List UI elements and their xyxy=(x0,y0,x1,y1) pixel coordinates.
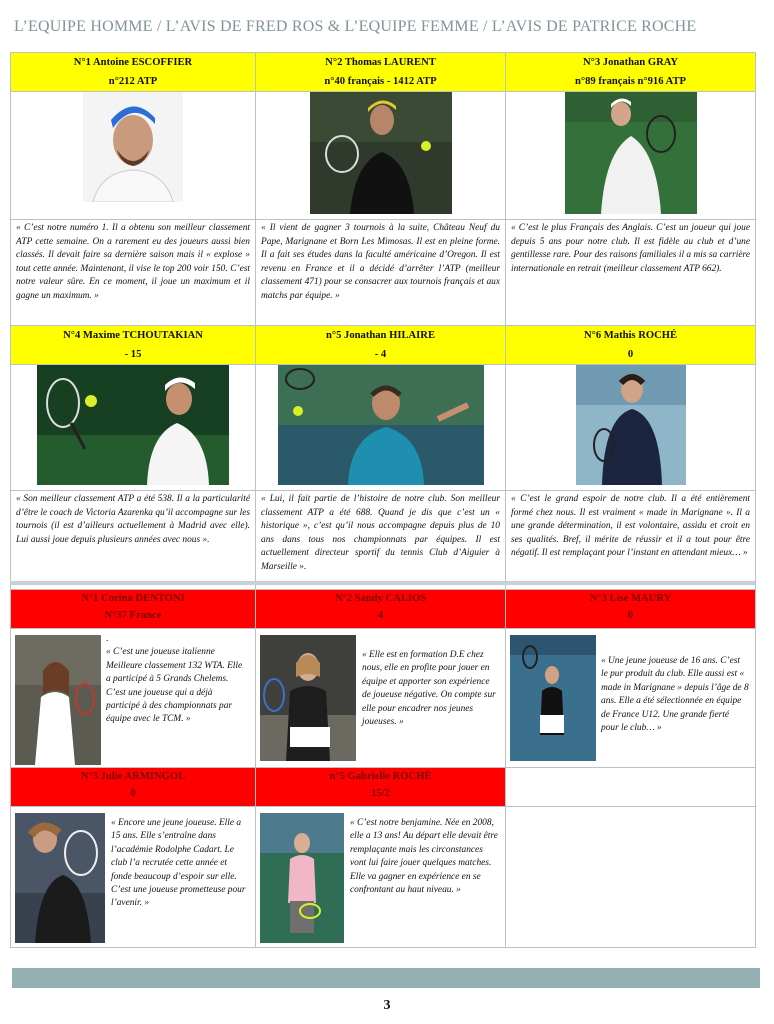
player-rank: 0 xyxy=(627,349,634,360)
player-card xyxy=(256,807,506,948)
men-team-table xyxy=(10,52,756,597)
player-photo-cell xyxy=(11,92,256,220)
player-card xyxy=(256,629,506,768)
page-header-title: L’EQUIPE HOMME / L’AVIS DE FRED ROS & L’EQUIPE FEMME / L’AVIS DE PATRICE ROCHE xyxy=(14,18,697,35)
player-comment: « C’est notre numéro 1. Il a obtenu son meilleur classement ATP cette semaine. On a rarement eu des joueurs aussi bien classés. Il devait faire sa dernière saison mais il « explose » tout cette année. Maintenant, il vise le top 200 voir 150. C’est notre valeur sûre. En ce moment, il joue un maximum et il gagne un maximum. » xyxy=(11,220,256,326)
player-comment: « Elle est en formation D.E chez nous, elle en profite pour jouer en équipe et apporter son expérience de joueuse négative. On compte sur elle pour encadrer nos jeunes joueuses. » xyxy=(362,650,496,728)
player-rank: 0 xyxy=(130,788,136,799)
player-comment: « Encore une jeune joueuse. Elle a 15 ans. Elle s’entraîne dans l’académie Rodolphe Cadart. Le club l’a recrutée cette année et fonde beaucoup d’espoir sur elle. C’est une joueuse prometteuse pour l’avenir. » xyxy=(111,818,246,909)
player-name: N°1 Corina DENTONI xyxy=(81,593,185,604)
player-header xyxy=(506,326,756,365)
empty-cell xyxy=(506,768,756,807)
player-name: N°2 Sandy CALIOS xyxy=(334,593,427,604)
empty-cell xyxy=(506,807,756,948)
player-photo xyxy=(260,813,344,943)
stray-dot: . xyxy=(106,634,109,644)
men-photo-row-1 xyxy=(11,92,756,220)
player-header xyxy=(256,768,506,807)
player-rank: n°212 ATP xyxy=(108,76,158,87)
player-rank: 0 xyxy=(627,610,634,621)
player-card xyxy=(506,629,756,768)
player-comment: « C’est le grand espoir de notre club. Il a été entièrement formé chez nous. Il est vraiment « made in Marignane ». Il a une grande détermination, il est volontaire, assidu et croit en ses qualités. Bref, il mérite de réussir et il a tout pour être négatif. Il est remplaçant pour l’instant en attendant mieux… » xyxy=(506,491,756,597)
player-name: n°5 Jonathan HILAIRE xyxy=(325,330,436,341)
player-header xyxy=(256,53,506,92)
player-photo xyxy=(565,92,697,214)
player-photo xyxy=(260,635,356,761)
men-text-row-1 xyxy=(11,220,756,326)
player-photo-cell xyxy=(256,92,506,220)
player-header xyxy=(11,590,256,629)
player-name: N°3 Julie ARMINGOL xyxy=(80,771,186,782)
player-rank: n°40 français - 1412 ATP xyxy=(324,76,437,87)
player-rank: n°89 français n°916 ATP xyxy=(575,76,686,87)
women-header-row-2 xyxy=(11,768,756,807)
player-rank: - 15 xyxy=(124,349,142,360)
player-header xyxy=(506,53,756,92)
player-comment: « C’est le plus Français des Anglais. C’est un joueur qui joue depuis 5 ans pour notre club. Il est fidèle au club et d’une gentillesse rare. Pour des raisons familiales il a mis sa carrière internationale en retrait (meilleur classement ATP 662). xyxy=(506,220,756,326)
player-photo-cell xyxy=(256,365,506,491)
player-photo-cell xyxy=(506,365,756,491)
player-photo-cell xyxy=(506,92,756,220)
player-name: n°5 Gabrielle ROCHÉ xyxy=(329,771,432,782)
player-header xyxy=(11,768,256,807)
women-header-row-1 xyxy=(11,590,756,629)
player-header xyxy=(256,326,506,365)
section-divider xyxy=(10,581,755,585)
page-number: 3 xyxy=(383,998,391,1013)
player-comment: « Lui, il fait partie de l’histoire de notre club. Son meilleur classement ATP a été 688. Quand je dis que c’est un « historique », c’est qu’il nous accompagne depuis plus de 10 ans dans tous nos championnats par équipes. Il est actuellement directeur sportif du tennis Club d’Aiguier à Marseille ». xyxy=(256,491,506,597)
footer-bar xyxy=(12,968,760,988)
player-photo-cell xyxy=(11,365,256,491)
player-name: N°6 Mathis ROCHÉ xyxy=(583,330,678,341)
player-rank: - 4 xyxy=(374,349,387,360)
men-header-row-1 xyxy=(11,53,756,92)
player-photo xyxy=(510,635,596,761)
player-header xyxy=(11,326,256,365)
women-team-table xyxy=(10,589,756,948)
player-photo xyxy=(278,365,484,485)
player-rank: N°37 France xyxy=(104,610,162,621)
player-name: N°3 Jonathan GRAY xyxy=(582,57,679,68)
player-name: N°1 Antoine ESCOFFIER xyxy=(73,57,193,68)
men-photo-row-2 xyxy=(11,365,756,491)
player-photo xyxy=(83,92,183,202)
player-name: N°2 Thomas LAURENT xyxy=(325,57,436,68)
player-header xyxy=(256,590,506,629)
player-name: N°4 Maxime TCHOUTAKIAN xyxy=(63,330,203,341)
player-comment: « Son meilleur classement ATP a été 538. Il a la particularité d’être le coach de Victoria Azarenka qu’il accompagne sur les tournois (il est d’ailleurs actuellement à Madrid avec elle). Lui aussi joue depuis plusieurs années avec nous ». xyxy=(11,491,256,597)
player-photo xyxy=(15,635,101,765)
player-card xyxy=(11,629,256,768)
player-name: N°3 Lise MAURY xyxy=(589,593,672,604)
player-header xyxy=(11,53,256,92)
player-card xyxy=(11,807,256,948)
player-photo xyxy=(576,365,686,485)
player-header xyxy=(506,590,756,629)
women-content-row-1 xyxy=(11,629,756,768)
player-photo xyxy=(37,365,229,485)
men-header-row-2 xyxy=(11,326,756,365)
player-comment: « C’est notre benjamine. Née en 2008, elle a 13 ans! Au départ elle devait être remplaçante mais les circonstances vont lui faire jouer quelques matches. Elle va gagner en expérience en se confrontant au haut niveau. » xyxy=(350,818,498,896)
player-comment: « Une jeune joueuse de 16 ans. C’est le pur produit du club. Elle aussi est « made in Marignane » depuis l’âge de 8 ans. Elle a été sélectionnée en équipe de France U12. Une grande fierté pour le club… » xyxy=(601,656,749,734)
player-rank: 4 xyxy=(377,610,384,621)
player-comment: « Il vient de gagner 3 tournois à la suite, Château Neuf du Pape, Marignane et Born Les Mimosas. Il est en pleine forme. Il a fait ses études dans la faculté américaine d’Oregon. Il est revenu en France et il a décidé d’arrêter l’ATP (meilleur classement 471) pour se consacrer aux tournois français et aux matchs par équipe. » xyxy=(256,220,506,326)
player-comment: « C’est une joueuse italienne Meilleure classement 132 WTA. Elle a participé à 5 Grands Chelems. C’est une joueuse qui a déjà participé à des championnats par équipe avec le TCM. » xyxy=(106,647,243,725)
player-photo xyxy=(310,92,452,214)
women-content-row-2 xyxy=(11,807,756,948)
player-rank: 15/2 xyxy=(371,788,390,799)
player-photo xyxy=(15,813,105,943)
